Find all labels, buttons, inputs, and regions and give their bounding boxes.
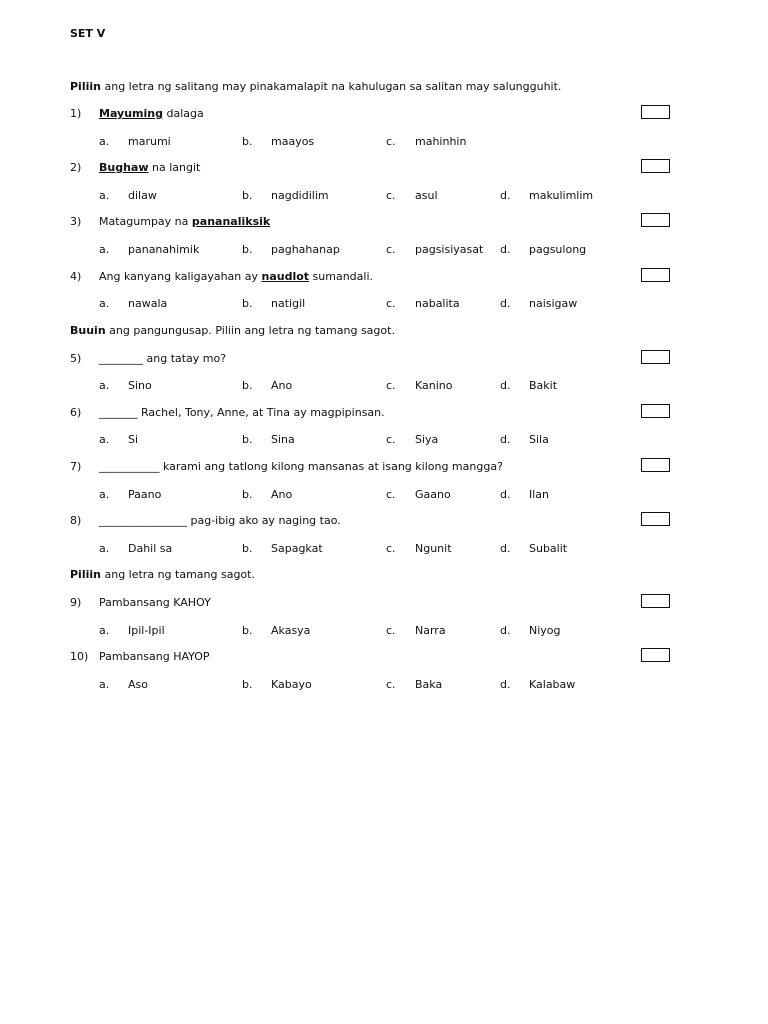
question-6	[0, 406, 768, 420]
answer-box[interactable]	[641, 159, 670, 173]
question-text: Mayuming dalaga	[99, 107, 204, 120]
answer-box[interactable]	[641, 594, 670, 608]
instruction-keyword: Piliin	[70, 568, 101, 581]
question-7	[0, 460, 768, 474]
question-2	[0, 161, 768, 175]
answer-box[interactable]	[641, 648, 670, 662]
answer-box[interactable]	[641, 458, 670, 472]
options-10: a. Aso b. Kabayo c. Baka d. Kalabaw	[99, 678, 576, 691]
question-number: 9)	[70, 596, 82, 609]
question-8	[0, 514, 768, 528]
question-number: 10)	[70, 650, 89, 663]
options-9: a. Ipil-Ipil b. Akasya c. Narra d. Niyog	[99, 624, 561, 637]
options-7: a. Paano b. Ano c. Gaano d. Ilan	[99, 488, 550, 501]
question-number: 4)	[70, 270, 82, 283]
question-text: ___________ karami ang tatlong kilong mansanas at isang kilong mangga?	[99, 460, 503, 473]
answer-box[interactable]	[641, 105, 670, 119]
question-number: 5)	[70, 352, 82, 365]
options-6: a. Si b. Sina c. Siya d. Sila	[99, 433, 549, 446]
question-5	[0, 352, 768, 366]
instruction-text: ang pangungusap. Piliin ang letra ng tamang sagot.	[105, 324, 395, 337]
question-text: Ang kanyang kaligayahan ay naudlot sumandali.	[99, 270, 374, 283]
options-5: a. Sino b. Ano c. Kanino d. Bakit	[99, 379, 558, 392]
question-number: 6)	[70, 406, 82, 419]
instruction-text: ang letra ng salitang may pinakamalapit na kahulugan sa salitan may salungguhit.	[100, 80, 562, 93]
question-text: ________ ang tatay mo?	[99, 352, 227, 365]
question-text: Pambansang KAHOY	[99, 596, 211, 609]
underlined-word: naudlot	[261, 270, 310, 283]
instruction-keyword: Piliin	[70, 80, 101, 93]
question-text: _______ Rachel, Tony, Anne, at Tina ay magpipinsan.	[99, 406, 385, 419]
question-number: 2)	[70, 161, 82, 174]
answer-box[interactable]	[641, 404, 670, 418]
answer-box[interactable]	[641, 213, 670, 227]
question-number: 7)	[70, 460, 82, 473]
instruction-keyword: Buuin	[70, 324, 106, 337]
question-4	[0, 270, 768, 284]
instruction-text: ang letra ng tamang sagot.	[100, 568, 255, 581]
question-number: 1)	[70, 107, 82, 120]
underlined-word: pananaliksik	[191, 215, 271, 228]
question-1	[0, 107, 768, 121]
options-3: a. pananahimik b. paghahanap c. pagsisiyasat d. pagsulong	[99, 243, 587, 256]
question-number: 8)	[70, 514, 82, 527]
instruction-3	[70, 568, 255, 581]
question-9	[0, 596, 768, 610]
underlined-word: Bughaw	[99, 161, 149, 174]
answer-box[interactable]	[641, 512, 670, 526]
question-3	[0, 215, 768, 229]
set-title: SET V	[70, 27, 106, 40]
options-8: a. Dahil sa b. Sapagkat c. Ngunit d. Subalit	[99, 542, 568, 555]
instruction-2	[70, 324, 395, 337]
question-number: 3)	[70, 215, 82, 228]
instruction-1	[70, 80, 561, 93]
answer-box[interactable]	[641, 350, 670, 364]
answer-box[interactable]	[641, 268, 670, 282]
options-2: a. dilaw b. nagdidilim c. asul d. makulimlim	[99, 189, 594, 202]
options-4: a. nawala b. natigil c. nabalita d. naisigaw	[99, 297, 578, 310]
underlined-word: Mayuming	[99, 107, 163, 120]
options-1: a. marumi b. maayos c. mahinhin	[99, 135, 467, 148]
question-text: Matagumpay na pananaliksik	[99, 215, 271, 228]
question-text: Pambansang HAYOP	[99, 650, 210, 663]
question-text: Bughaw na langit	[99, 161, 201, 174]
question-text: ________________ pag-ibig ako ay naging tao.	[99, 514, 341, 527]
question-10	[0, 650, 768, 664]
